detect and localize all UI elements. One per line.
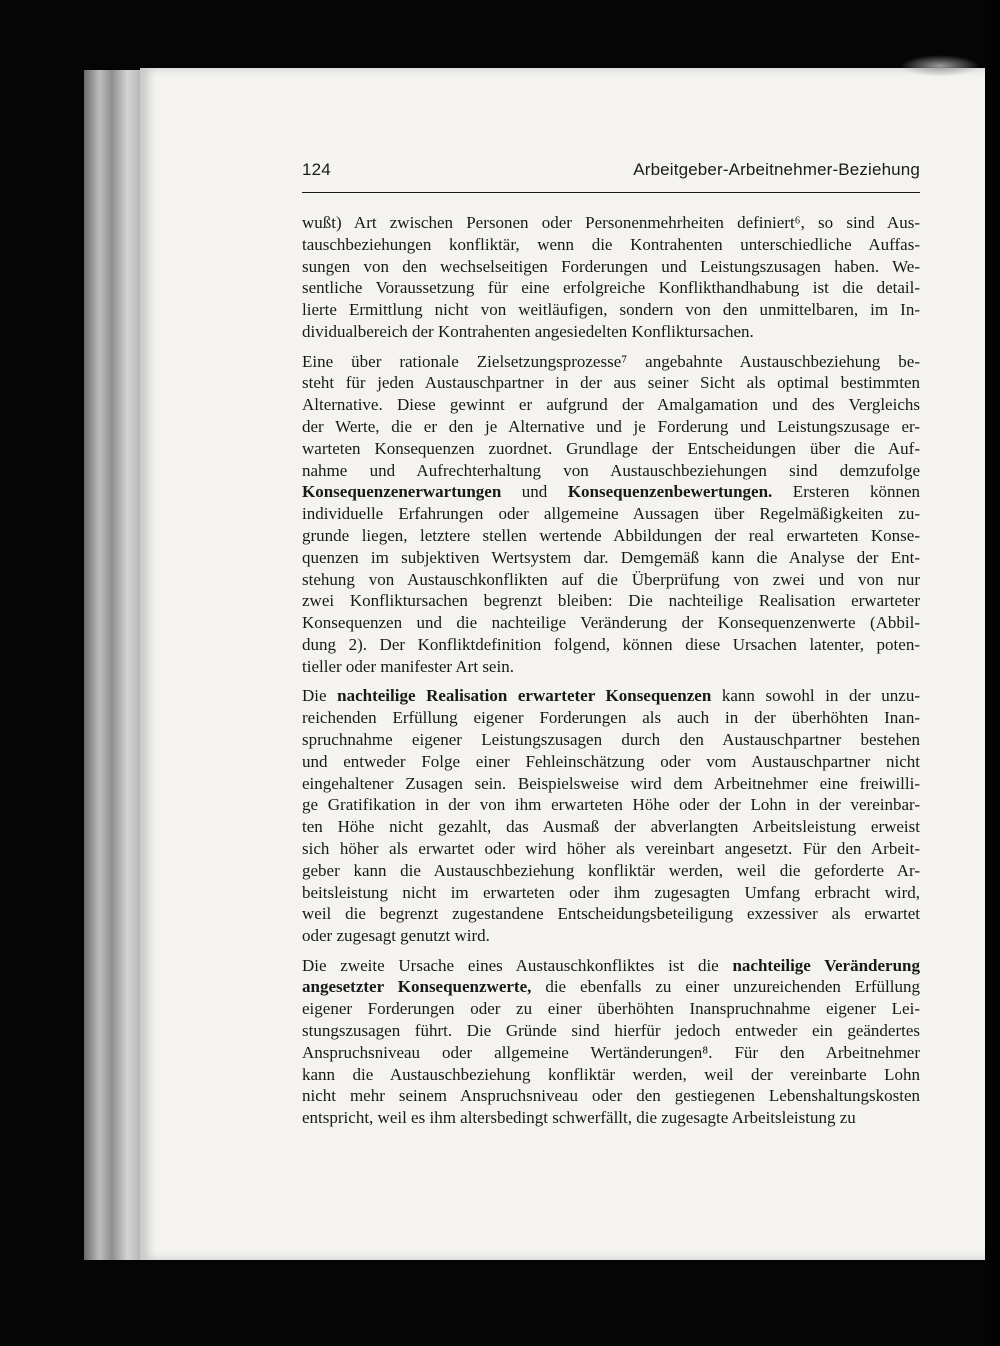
body-text bbox=[302, 212, 920, 1129]
paragraph-gap bbox=[302, 947, 920, 955]
scan-shadow bbox=[900, 55, 980, 77]
text-line bbox=[302, 955, 920, 977]
text-line bbox=[302, 416, 920, 438]
text-line bbox=[302, 1042, 920, 1064]
text-line bbox=[302, 277, 920, 299]
text-line bbox=[302, 590, 920, 612]
text-run: eingehaltener Zusagen sein. Beispielsweise wird dem Arbeitnehmer eine freiwilli- bbox=[302, 773, 920, 793]
text-run: warteten Konsequenzen zuordnet. Grundlage der Entscheidungen über die Auf- bbox=[302, 438, 920, 458]
text-line bbox=[302, 998, 920, 1020]
text-run: stungszusagen führt. Die Gründe sind hierfür jedoch entweder ein geändertes bbox=[302, 1021, 920, 1041]
text-run: grunde liegen, letztere stellen wertende Abbildungen der real erwarteten Konse- bbox=[302, 525, 920, 545]
text-run: Alternative. Diese gewinnt er aufgrund der Amalgamation und des Vergleichs bbox=[302, 395, 920, 415]
bold-term: Konsequenzenbewertungen. bbox=[567, 482, 773, 502]
text-run: Ersteren können bbox=[772, 482, 921, 502]
text-line bbox=[302, 460, 920, 482]
text-run: kann die Austauschbeziehung konfliktär werden, weil der vereinbarte Lohn bbox=[302, 1064, 920, 1084]
text-run: lierte Ermittlung nicht von weitläufigen, sondern von den unmittelbaren, im In- bbox=[302, 300, 920, 320]
text-run: Anspruchsniveau oder allgemeine Wertänderungen⁸. Für den Arbeitnehmer bbox=[302, 1042, 920, 1062]
text-run: zwei Konfliktursachen begrenzt bleiben: Die nachteilige Realisation erwarteter bbox=[302, 591, 920, 611]
text-line bbox=[302, 1085, 920, 1107]
text-run: sungen von den wechselseitigen Forderungen und Leistungszusagen haben. We- bbox=[302, 256, 920, 276]
text-line bbox=[302, 234, 920, 256]
text-line bbox=[302, 256, 920, 278]
text-line bbox=[302, 299, 920, 321]
text-run: ten Höhe nicht gezahlt, das Ausmaß der abverlangten Arbeitsleistung erweist bbox=[302, 817, 920, 837]
paragraph-gap bbox=[302, 678, 920, 686]
text-line bbox=[302, 1107, 920, 1129]
text-run: tauschbeziehungen konfliktär, wenn die Kontrahenten unterschiedliche Auffas- bbox=[302, 234, 920, 254]
text-run: der Werte, die er den je Alternative und je Forderung und Leistungszusage er- bbox=[302, 416, 920, 436]
paragraph-1 bbox=[302, 212, 920, 343]
text-run: sentliche Voraussetzung für eine erfolgreiche Konflikthandhabung ist die detail- bbox=[302, 278, 920, 298]
text-line bbox=[302, 925, 920, 947]
text-line bbox=[302, 903, 920, 925]
paragraph-gap bbox=[302, 343, 920, 351]
text-line bbox=[302, 569, 920, 591]
text-run: spruchnahme eigener Leistungszusagen durch den Austauschpartner bestehen bbox=[302, 729, 920, 749]
text-run: beitsleistung nicht im erwarteten oder ihm zugesagten Umfang erbracht wird, bbox=[302, 882, 920, 902]
text-line bbox=[302, 351, 920, 373]
text-run: nahme und Aufrechterhaltung von Austauschbeziehungen sind demzufolge bbox=[302, 460, 920, 480]
text-line bbox=[302, 372, 920, 394]
text-run: tieller oder manifester Art sein. bbox=[302, 656, 514, 676]
text-run: dividualbereich der Kontrahenten angesiedelten Konfliktursachen. bbox=[302, 321, 754, 341]
text-run: nicht mehr seinem Anspruchsniveau oder den gestiegenen Lebenshaltungskosten bbox=[302, 1086, 920, 1106]
text-run: eigener Forderungen oder zu einer überhöhten Inanspruchnahme eigener Lei- bbox=[302, 999, 920, 1019]
bold-term: Konsequenzenerwartungen bbox=[302, 482, 502, 502]
text-run: entspricht, weil es ihm altersbedingt schwerfällt, die zugesagte Arbeitsleistung zu bbox=[302, 1108, 856, 1128]
text-run: die ebenfalls zu einer unzureichenden Erfüllung bbox=[531, 977, 920, 997]
text-line bbox=[302, 707, 920, 729]
text-line bbox=[302, 212, 920, 234]
text-line bbox=[302, 547, 920, 569]
text-run: wußt) Art zwischen Personen oder Personenmehrheiten definiert⁶, so sind Aus- bbox=[302, 213, 920, 232]
text-line bbox=[302, 525, 920, 547]
text-run: quenzen im subjektiven Wertsystem dar. Demgemäß kann die Analyse der Ent- bbox=[302, 547, 920, 567]
text-line bbox=[302, 729, 920, 751]
text-run: und entweder Folge einer Fehleinschätzung oder vom Austauschpartner nicht bbox=[302, 751, 920, 771]
running-head: Arbeitgeber-Arbeitnehmer-Beziehung bbox=[633, 160, 920, 179]
text-run: kann sowohl in der unzu- bbox=[711, 686, 920, 706]
text-run: individuelle Erfahrungen oder allgemeine Aussagen über Regelmäßigkeiten zu- bbox=[302, 504, 920, 524]
text-run: Eine über rationale Zielsetzungsprozesse⁷ angebahnte Austauschbeziehung be- bbox=[302, 351, 920, 371]
text-line bbox=[302, 656, 920, 678]
book-page-edges bbox=[84, 70, 146, 1260]
page-number: 124 bbox=[302, 160, 331, 179]
text-run: reichenden Erfüllung eigener Forderungen als auch in der überhöhten Inan- bbox=[302, 708, 920, 728]
bold-term: angesetzter Konsequenzwerte, bbox=[302, 977, 532, 997]
text-run: Konsequenzen und die nachteilige Veränderung der Konsequenzenwerte (Abbil- bbox=[302, 613, 920, 633]
text-line bbox=[302, 838, 920, 860]
scan-border bbox=[985, 0, 1000, 1346]
text-line bbox=[302, 1064, 920, 1086]
bold-term: nachteilige Realisation erwarteter Konsequenzen bbox=[337, 686, 712, 706]
text-line bbox=[302, 882, 920, 904]
text-run: dung 2). Der Konfliktdefinition folgend, können diese Ursachen latenter, poten- bbox=[302, 634, 920, 654]
text-run: steht für jeden Austauschpartner in der aus seiner Sicht als optimal bestimmten bbox=[302, 373, 920, 393]
text-line bbox=[302, 634, 920, 656]
text-run: geber kann die Austauschbeziehung konfliktär werden, weil die geforderte Ar- bbox=[302, 860, 920, 880]
text-run: Die bbox=[302, 686, 338, 706]
text-line bbox=[302, 751, 920, 773]
text-run: ge Gratifikation in der von ihm erwarteten Höhe oder der Lohn in der vereinbar- bbox=[302, 795, 920, 815]
text-run: Die zweite Ursache eines Austauschkonfliktes ist die bbox=[302, 955, 733, 975]
paragraph-2 bbox=[302, 351, 920, 678]
bold-term: nachteilige Veränderung bbox=[732, 955, 920, 975]
text-line bbox=[302, 481, 920, 503]
text-run: oder zugesagt genutzt wird. bbox=[302, 926, 490, 946]
text-run: stehung von Austauschkonflikten auf die Überprüfung von zwei und von nur bbox=[302, 569, 920, 589]
paragraph-4 bbox=[302, 955, 920, 1129]
text-line bbox=[302, 321, 920, 343]
text-line bbox=[302, 1020, 920, 1042]
text-run: weil die begrenzt zugestandene Entscheidungsbeteiligung exzessiver als erwartet bbox=[302, 904, 920, 924]
text-line bbox=[302, 794, 920, 816]
text-line bbox=[302, 438, 920, 460]
text-line bbox=[302, 685, 920, 707]
text-line bbox=[302, 816, 920, 838]
text-line bbox=[302, 773, 920, 795]
text-run: und bbox=[501, 482, 568, 502]
text-line bbox=[302, 503, 920, 525]
text-line bbox=[302, 394, 920, 416]
paragraph-3 bbox=[302, 685, 920, 947]
text-run: sich höher als erwartet oder wird höher als vereinbart angesetzt. Für den Arbeit- bbox=[302, 838, 920, 858]
page-header bbox=[302, 160, 920, 193]
text-line bbox=[302, 860, 920, 882]
text-line bbox=[302, 612, 920, 634]
text-line bbox=[302, 976, 920, 998]
